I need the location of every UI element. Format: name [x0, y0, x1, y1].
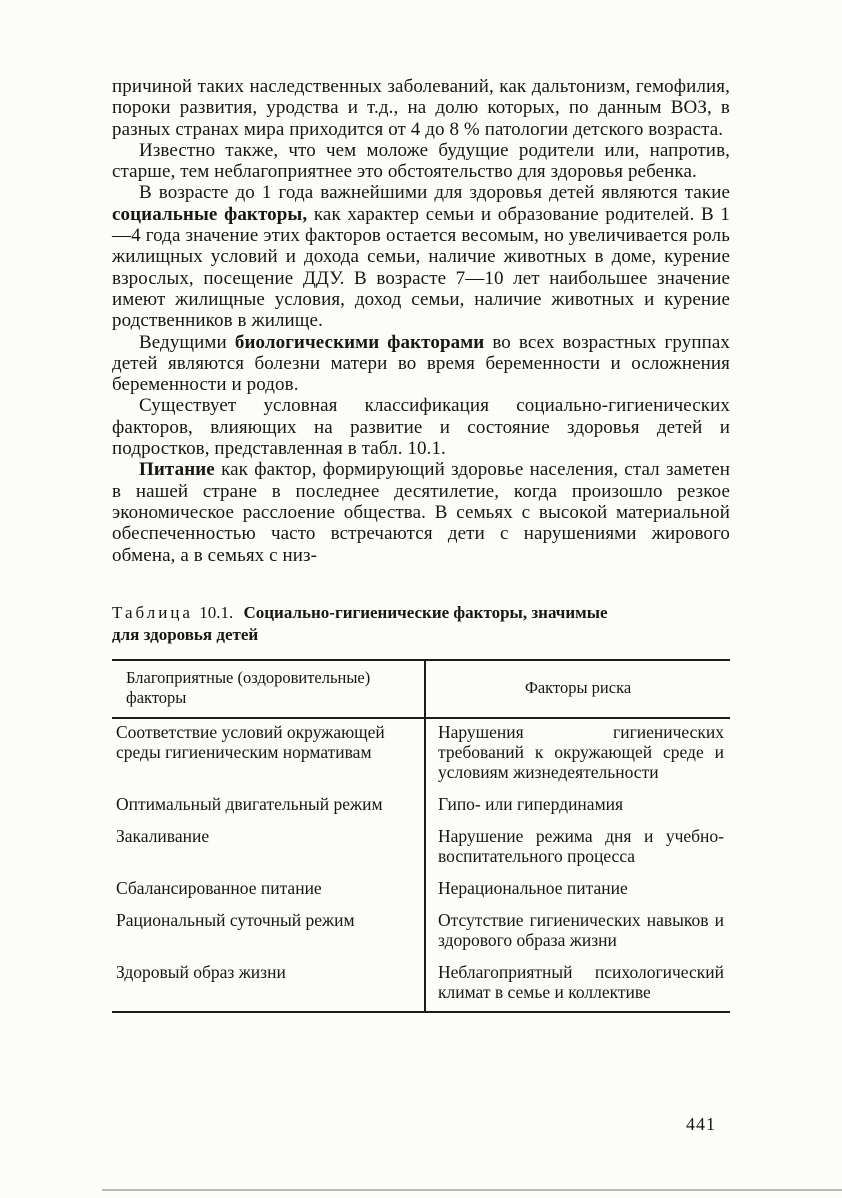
table-row [112, 959, 730, 1012]
paragraph [112, 76, 730, 140]
cell-risk-factor: Неблагоприятный психологический климат в семье и коллективе [438, 961, 724, 1002]
paragraph [112, 140, 730, 183]
table-row [112, 791, 730, 823]
emphasized-text: биологическими факторами [234, 331, 485, 353]
paragraph [112, 395, 730, 459]
paragraph [112, 459, 730, 565]
table-body [112, 718, 730, 1012]
cell-risk-factor: Гипо- или гипердинамия [438, 793, 624, 814]
body-text: В возрасте до 1 года важнейшими для здоровья детей являются такие [139, 182, 730, 204]
body-text: причиной таких наследственных заболеваний, как дальтонизм, гемофилия, пороки развития, уродства и т.д., на долю которых, по данным ВОЗ, в разных странах мира приходится от 4 до 8 % патологии детского возраста. [112, 76, 730, 140]
body-text: во всех возрастных группах детей являются болезни матери во время беременности и осложнения беременности и родов. [112, 331, 731, 396]
table-row [112, 718, 730, 791]
paragraph [112, 332, 730, 396]
cell-risk-factor: Отсутствие гигиенических навыков и здорового образа жизни [438, 909, 724, 950]
table-row [112, 875, 730, 907]
table-caption [112, 602, 617, 646]
cell-favorable-factor: Закаливание [112, 823, 425, 875]
header-risk-factors: Факторы риска [425, 660, 730, 718]
factors-table [112, 659, 730, 1013]
body-text: Ведущими [139, 331, 235, 353]
emphasized-text: социальные факторы, [112, 203, 308, 225]
table-header-row [112, 660, 730, 718]
cell-favorable-factor: Сбалансированное питание [112, 875, 425, 907]
cell-favorable-factor: Здоровый образ жизни [112, 959, 425, 1012]
header-favorable-factors: Благоприятные (оздоровительные) факторы [112, 660, 425, 718]
table-row [112, 823, 730, 875]
body-text: как характер семьи и образование родителей. В 1—4 года значение этих факторов остается весомым, но увеличивается роль жилищных условий и дохода семьи, наличие животных в доме, курение взрослых, посещение ДДУ. В возрасте 7—10 лет наибольшее значение имеют жилищные условия, доход семьи, наличие животных и курение родственников в жилище. [112, 203, 730, 332]
paragraph [112, 182, 730, 331]
cell-risk-factor: Нерациональное питание [438, 877, 628, 898]
body-text: как фактор, формирующий здоровье населения, стал заметен в нашей стране в последнее десятилетие, когда произошло резкое экономическое расслоение общества. В семьях с высокой материальной обеспеченностью часто встречаются дети с нарушениями жирового обмена, а в семьях с низ- [112, 459, 730, 566]
cell-favorable-factor: Оптимальный двигательный режим [112, 791, 425, 823]
text-column [112, 76, 730, 1013]
table-row [112, 907, 730, 959]
body-text: Известно также, что чем моложе будущие родители или, напротив, старше, тем неблагоприятнее это обстоятельство для здоровья ребенка. [112, 139, 730, 183]
table-caption-number: 10.1. [199, 602, 234, 622]
body-paragraphs [112, 76, 730, 566]
cell-risk-factor: Нарушения гигиенических требований к окружающей среде и условиям жизнедеятельности [438, 721, 724, 782]
scan-edge-artifact [102, 1189, 842, 1191]
cell-favorable-factor: Соответствие условий окружающей среды гигиеническим нормативам [112, 718, 425, 791]
cell-favorable-factor: Рациональный суточный режим [112, 907, 425, 959]
body-text: Существует условная классификация социально-гигиенических факторов, влияющих на развитие и состояние здоровья детей и подростков, представленная в табл. 10.1. [112, 395, 730, 460]
page-number: 441 [686, 1114, 716, 1134]
cell-risk-factor: Нарушение режима дня и учебно-воспитательного процесса [438, 825, 724, 866]
table-head [112, 660, 730, 718]
emphasized-text: Питание [139, 459, 215, 481]
table-caption-title: Социально-гигиенические факторы, значимые для здоровья детей [112, 602, 608, 644]
table-caption-label: Таблица [112, 602, 193, 622]
